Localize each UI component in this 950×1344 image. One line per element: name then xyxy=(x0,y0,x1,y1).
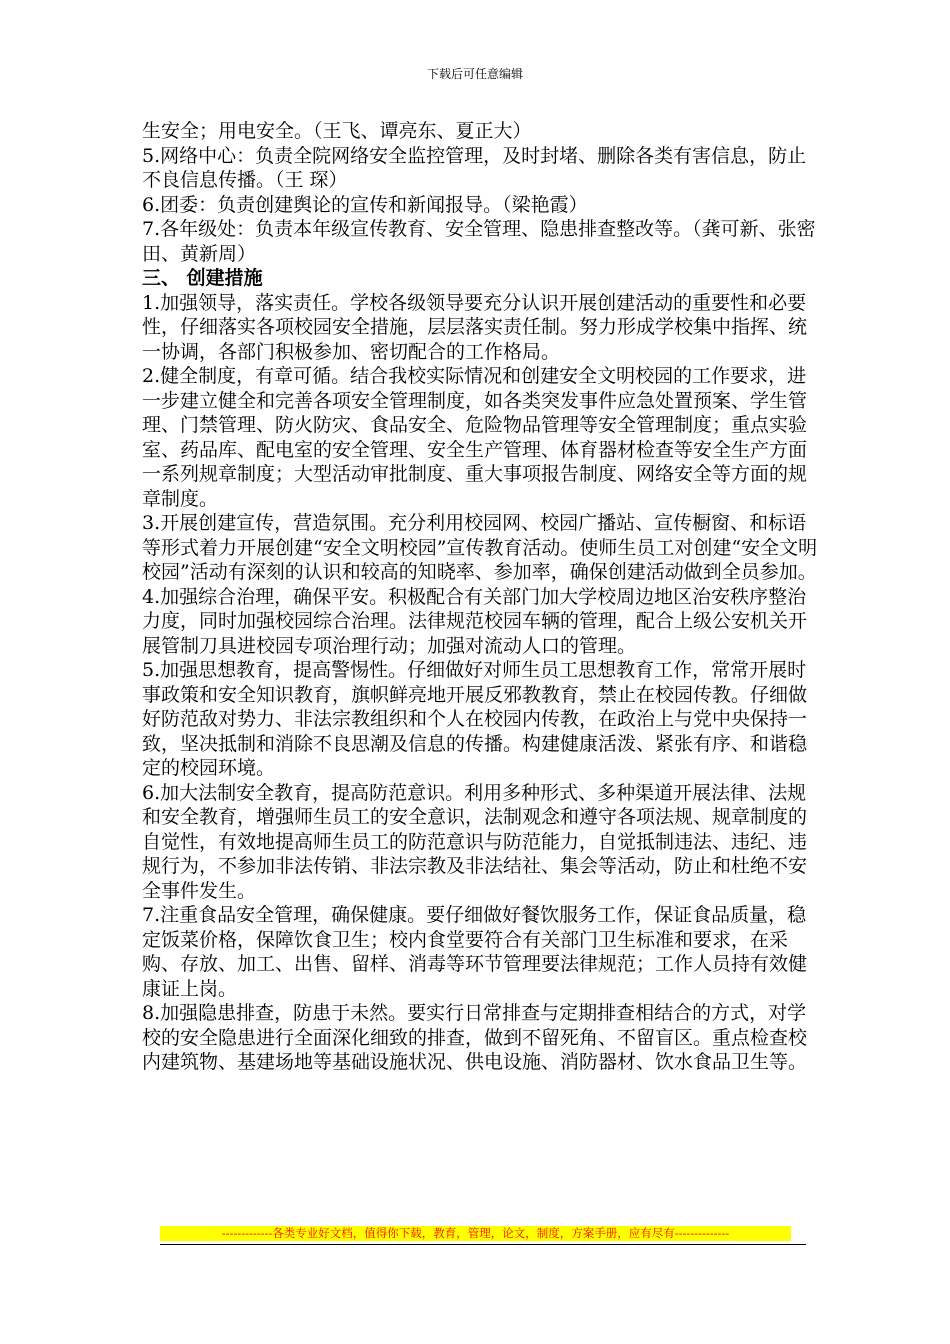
measure-item-5: 5.加强思想教育，提高警惕性。仔细做好对师生员工思想教育工作，常常开展时事政策和安全知识教育，旗帜鲜亮地开展反邪教教育，禁止在校园传教。仔细做好防范敌对势力、非法宗教组织和个人在校园内传教，在政治上与党中央保持一致，坚决抵制和消除不良思潮及信息的传播。构建健康活泼、紧张有序、和谐稳定的校园环境。 xyxy=(142,659,808,779)
paragraph-grade-office: 7.各年级处：负责本年级宣传教育、安全管理、隐患排查整改等。（龚可新、张密田、黄新周） xyxy=(142,218,816,265)
footer-banner: -------------各类专业好文档，值得你下载，教育，管理，论文，制度，方案手册，应有尽有-------------- xyxy=(160,1226,791,1241)
measure-item-1: 1.加强领导，落实责任。学校各级领导要充分认识开展创建活动的重要性和必要性，仔细落实各项校园安全措施，层层落实责任制。努力形成学校集中指挥、统一协调，各部门积极参加、密切配合的工作格局。 xyxy=(142,291,808,363)
section-heading: 三、 创建措施 xyxy=(142,267,263,289)
paragraph-youth-league: 6.团委：负责创建舆论的宣传和新闻报导。（梁艳霞） xyxy=(142,193,588,216)
measure-item-7: 7.注重食品安全管理，确保健康。要仔细做好餐饮服务工作，保证食品质量，稳定饭菜价格，保障饮食卫生；校内食堂要符合有关部门卫生标准和要求，在采购、存放、加工、出售、留样、消毒等环节管理要法律规范；工作人员持有效健康证上岗。 xyxy=(142,904,808,1000)
measure-item-8: 8.加强隐患排查，防患于未然。要实行日常排查与定期排查相结合的方式，对学校的安全隐患进行全面深化细致的排查，做到不留死角、不留盲区。重点检查校内建筑物、基建场地等基础设施状况、供电设施、消防器材、饮水食品卫生等。 xyxy=(142,1002,808,1073)
document-body xyxy=(142,119,822,1075)
paragraph-continuation: 生安全；用电安全。（王飞、谭亮东、夏正大） xyxy=(142,120,532,142)
page-header: 下载后可任意编辑 xyxy=(426,67,523,81)
measure-item-4: 4.加强综合治理，确保平安。积极配合有关部门加大学校周边地区治安秩序整治力度，同时加强校园综合治理。法律规范校园车辆的管理，配合上级公安机关开展管制刀具进校园专项治理行动；加强对流动人口的管理。 xyxy=(142,585,808,657)
measure-item-2: 2.健全制度，有章可循。结合我校实际情况和创建安全文明校园的工作要求，进一步建立健全和完善各项安全管理制度，如各类突发事件应急处置预案、学生管理、门禁管理、防火防灾、食品安全、危险物品管理等安全管理制度；重点实验室、药品库、配电室的安全管理、安全生产管理、体育器材检查等安全生产方面一系列规章制度；大型活动审批制度、重大事项报告制度、网络安全等方面的规章制度。 xyxy=(142,365,808,510)
footer-divider xyxy=(160,1244,806,1245)
measure-item-3: 3.开展创建宣传，营造氛围。充分利用校园网、校园广播站、宣传橱窗、和标语等形式着力开展创建“安全文明校园”宣传教育活动。使师生员工对创建“安全文明校园”活动有深刻的认识和较高的知晓率、参加率，确保创建活动做到全员参加。 xyxy=(142,512,818,583)
paragraph-network-center: 5.网络中心：负责全院网络安全监控管理，及时封堵、删除各类有害信息，防止不良信息传播。（王 琛） xyxy=(142,144,807,191)
measure-item-6: 6.加大法制安全教育，提高防范意识。利用多种形式、多种渠道开展法律、法规和安全教育，增强师生员工的安全意识，法制观念和遵守各项法规、规章制度的自觉性，有效地提高师生员工的防范意识与防范能力，自觉抵制违法、违纪、违规行为，不参加非法传销、非法宗教及非法结社、集会等活动，防止和杜绝不安全事件发生。 xyxy=(142,781,808,902)
